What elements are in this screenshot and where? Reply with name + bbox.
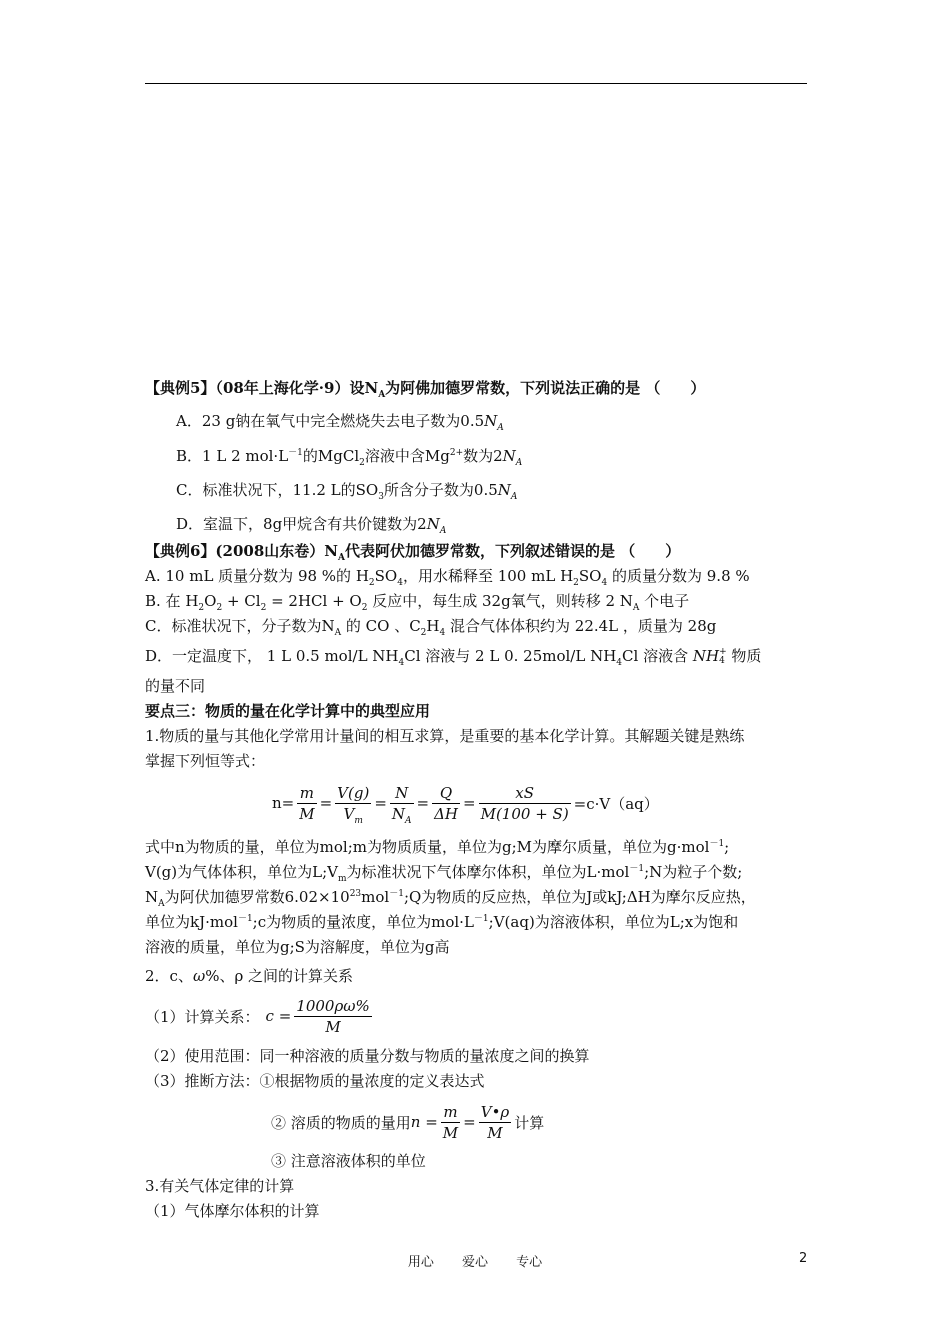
example-6-option-d: D．一定温度下， 1 L 0.5 mol/L $NH_4Cl$ 溶液与 2 L 0. 25mol/L $NH_4Cl$ 溶液含 NH + 4 物质: [145, 647, 762, 668]
section-3-heading: 要点三：物质的量在化学计算中的典型应用: [145, 702, 431, 720]
definition-line-3: $N_A$为阿伏加德罗常数$6.02\times 10^{23}mol^{-1};Q$为物质的反应热，单位为J或kJ;ΔH为摩尔反应热，: [145, 888, 756, 909]
example-5-option-b: B．1 L 2 $mol\cdot L^{-1}$的MgCl$_2$溶液中含$Mg^{2+}$数为$2N_A$: [176, 447, 523, 468]
paragraph-3: 3.有关气体定律的计算: [145, 1177, 295, 1195]
example-6-option-a: A. 10 mL 质量分数为 98 %的 $H_2SO_4$，用水稀释至 100 mL $H_2SO_4$ 的质量分数为 9.8 %: [145, 567, 750, 588]
page-number: 2: [799, 1251, 808, 1266]
example-5-option-a: A．23 g钠在氧气中完全燃烧失去电子数为$0.5N_A$: [176, 412, 504, 433]
example-6-option-b: B. 在 $H_2O_2 + Cl_2 = 2HCl + O_2$ 反应中，每生成 32g氧气，则转移 2 $N_A$ 个电子: [145, 592, 690, 613]
definition-line-5: 溶液的质量，单位为g;S为溶解度，单位为g高: [145, 938, 450, 956]
concentration-formula: （1）计算关系： c = $\frac{1000\rho\omega\%}{M}$: [145, 996, 370, 1036]
paragraph-3-item-1: （1）气体摩尔体积的计算: [145, 1202, 320, 1220]
example-6-option-c: C．标准状况下，分子数为$N_A$ 的 CO 、$C_2H_4$ 混合气体体积约为 22.4L ，质量为 28g: [145, 617, 717, 638]
paragraph-2: 2．c、ω%、ρ 之间的计算关系: [145, 967, 354, 985]
inference-method: （3）推断方法：①根据物质的量浓度的定义表达式: [145, 1072, 485, 1090]
page-footer: [0, 1251, 950, 1270]
header-rule: [145, 83, 807, 84]
solute-amount-formula: ② 溶质的物质的量用 n = $\frac{m}{M}$ = $\frac{V•\rho}{M}$ 计算: [271, 1102, 545, 1142]
example-5-option-c: C．标准状况下，11.2 L的$SO_3$所含分子数为$0.5N_A$: [176, 481, 518, 502]
footer-text-3: 专心: [516, 1255, 543, 1270]
definition-line-1: 式中n为物质的量，单位为mol;m为物质质量，单位为g;M为摩尔质量，单位为g·mol$^{-1}$;: [145, 838, 730, 856]
example-6-title: 【典例6】(2008山东卷）$N_A$代表阿伏加德罗常数，下列叙述错误的是 （ ）: [145, 542, 681, 563]
definition-line-4: 单位为kJ·mol$^{-1}$;c为物质的量浓度，单位为$mol\cdot L^{-1};V(aq)$为溶液体积，单位为L;x为饱和: [145, 913, 739, 931]
mole-identity-formula: n= $\frac{m}{M}$ = $\frac{V(g)}{V_m}$ = $\frac{N}{N_A}$ = $\frac{Q}{\Delta H}$ = $\frac{xS}{M(100 + S)}$ =c·V（aq）: [272, 783, 659, 826]
example-5-option-d: D．室温下，8g甲烷含有共价键数为$2N_A$: [176, 515, 447, 536]
example-6-option-d-cont: 的量不同: [145, 677, 206, 695]
footer-text-2: 爱心: [461, 1255, 488, 1270]
example-5-title: 【典例5】（08年上海化学·9）设$N_A$为阿佛加德罗常数，下列说法正确的是 （ ）: [145, 379, 706, 400]
usage-range: （2）使用范围：同一种溶液的质量分数与物质的量浓度之间的换算: [145, 1047, 590, 1065]
paragraph-1: 1.物质的量与其他化学常用计量间的相互求算，是重要的基本化学计算。其解题关键是熟练: [145, 727, 745, 745]
footer-text-1: 用心: [407, 1255, 434, 1270]
definition-line-2: V(g)为气体体积，单位为$L;V_m$为标准状况下气体摩尔体积，单位为L·mol$^{-1}$;N为粒子个数;: [145, 863, 743, 884]
step-3: ③ 注意溶液体积的单位: [271, 1152, 426, 1170]
paragraph-1-cont: 掌握下列恒等式：: [145, 752, 266, 770]
